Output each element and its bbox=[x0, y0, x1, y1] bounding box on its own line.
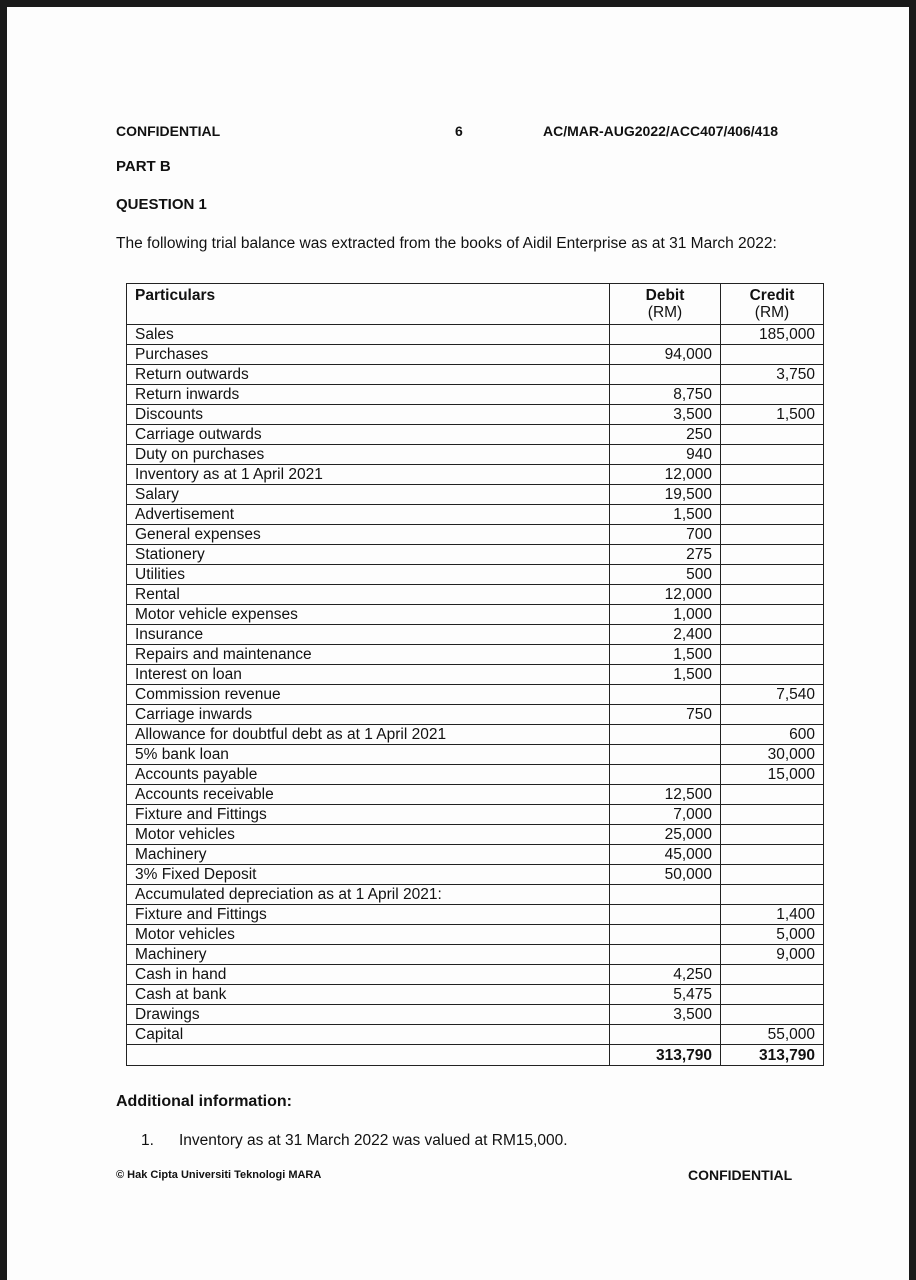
exam-page bbox=[7, 7, 909, 1280]
credit-cell bbox=[721, 965, 824, 985]
table-row bbox=[127, 905, 824, 925]
table-row bbox=[127, 365, 824, 385]
credit-cell bbox=[721, 445, 824, 465]
debit-cell bbox=[610, 725, 721, 745]
particulars-cell: Advertisement bbox=[127, 505, 610, 525]
debit-cell bbox=[610, 945, 721, 965]
credit-cell bbox=[721, 625, 824, 645]
particulars-cell: 3% Fixed Deposit bbox=[127, 865, 610, 885]
debit-cell: 275 bbox=[610, 545, 721, 565]
debit-cell: 700 bbox=[610, 525, 721, 545]
credit-cell: 600 bbox=[721, 725, 824, 745]
credit-cell bbox=[721, 785, 824, 805]
table-row bbox=[127, 705, 824, 725]
debit-cell bbox=[610, 1025, 721, 1045]
particulars-cell: Drawings bbox=[127, 1005, 610, 1025]
particulars-cell: Interest on loan bbox=[127, 665, 610, 685]
credit-label: Credit bbox=[749, 287, 795, 304]
table-row bbox=[127, 465, 824, 485]
particulars-cell: Rental bbox=[127, 585, 610, 605]
question-title: QUESTION 1 bbox=[116, 196, 207, 213]
particulars-cell: Stationery bbox=[127, 545, 610, 565]
table-row bbox=[127, 865, 824, 885]
debit-cell: 1,000 bbox=[610, 605, 721, 625]
credit-cell bbox=[721, 805, 824, 825]
credit-total: 313,790 bbox=[721, 1045, 824, 1066]
particulars-cell: Commission revenue bbox=[127, 685, 610, 705]
credit-unit: (RM) bbox=[754, 304, 790, 321]
particulars-cell: Duty on purchases bbox=[127, 445, 610, 465]
table-row bbox=[127, 685, 824, 705]
table-row bbox=[127, 625, 824, 645]
particulars-cell: Carriage inwards bbox=[127, 705, 610, 725]
debit-cell: 3,500 bbox=[610, 405, 721, 425]
particulars-cell: Fixture and Fittings bbox=[127, 805, 610, 825]
particulars-cell: Accounts payable bbox=[127, 765, 610, 785]
confidential-header: CONFIDENTIAL bbox=[116, 123, 221, 139]
confidential-footer: CONFIDENTIAL bbox=[688, 1167, 793, 1183]
debit-cell: 25,000 bbox=[610, 825, 721, 845]
table-row bbox=[127, 805, 824, 825]
debit-cell: 94,000 bbox=[610, 345, 721, 365]
particulars-header: Particulars bbox=[127, 284, 610, 325]
debit-cell: 12,500 bbox=[610, 785, 721, 805]
credit-cell bbox=[721, 985, 824, 1005]
particulars-cell: Accounts receivable bbox=[127, 785, 610, 805]
table-row bbox=[127, 405, 824, 425]
particulars-cell: Machinery bbox=[127, 945, 610, 965]
table-row bbox=[127, 485, 824, 505]
credit-cell bbox=[721, 565, 824, 585]
debit-cell: 1,500 bbox=[610, 645, 721, 665]
particulars-cell: Carriage outwards bbox=[127, 425, 610, 445]
table-body bbox=[127, 325, 824, 1066]
table-row bbox=[127, 585, 824, 605]
particulars-cell: Return outwards bbox=[127, 365, 610, 385]
credit-cell bbox=[721, 485, 824, 505]
question-intro: The following trial balance was extracted from the books of Aidil Enterprise as at 31 March 2022: bbox=[116, 235, 777, 252]
particulars-cell: Allowance for doubtful debt as at 1 April 2021 bbox=[127, 725, 610, 745]
additional-info-item bbox=[141, 1132, 568, 1150]
table-row bbox=[127, 665, 824, 685]
particulars-cell: Utilities bbox=[127, 565, 610, 585]
debit-cell bbox=[610, 325, 721, 345]
debit-cell: 500 bbox=[610, 565, 721, 585]
table-row bbox=[127, 565, 824, 585]
debit-header bbox=[610, 284, 721, 325]
particulars-cell: Inventory as at 1 April 2021 bbox=[127, 465, 610, 485]
credit-cell bbox=[721, 425, 824, 445]
item-text: Inventory as at 31 March 2022 was valued at RM15,000. bbox=[179, 1132, 568, 1149]
particulars-cell: Fixture and Fittings bbox=[127, 905, 610, 925]
credit-cell: 55,000 bbox=[721, 1025, 824, 1045]
credit-cell: 30,000 bbox=[721, 745, 824, 765]
debit-cell: 1,500 bbox=[610, 665, 721, 685]
particulars-cell: Cash in hand bbox=[127, 965, 610, 985]
table-row bbox=[127, 825, 824, 845]
debit-label: Debit bbox=[645, 287, 685, 304]
debit-cell: 1,500 bbox=[610, 505, 721, 525]
credit-cell bbox=[721, 545, 824, 565]
debit-cell: 8,750 bbox=[610, 385, 721, 405]
debit-cell: 940 bbox=[610, 445, 721, 465]
debit-cell: 250 bbox=[610, 425, 721, 445]
credit-cell bbox=[721, 705, 824, 725]
debit-cell bbox=[610, 685, 721, 705]
table-row bbox=[127, 1025, 824, 1045]
table-row bbox=[127, 845, 824, 865]
table-row bbox=[127, 885, 824, 905]
debit-cell: 4,250 bbox=[610, 965, 721, 985]
credit-cell bbox=[721, 865, 824, 885]
table-row bbox=[127, 385, 824, 405]
table-row bbox=[127, 345, 824, 365]
credit-cell bbox=[721, 585, 824, 605]
credit-cell bbox=[721, 885, 824, 905]
debit-total: 313,790 bbox=[610, 1045, 721, 1066]
item-number: 1. bbox=[141, 1132, 154, 1149]
credit-cell: 9,000 bbox=[721, 945, 824, 965]
debit-cell: 2,400 bbox=[610, 625, 721, 645]
page-number: 6 bbox=[455, 123, 463, 139]
table-row bbox=[127, 745, 824, 765]
credit-cell bbox=[721, 345, 824, 365]
debit-unit: (RM) bbox=[647, 304, 683, 321]
credit-header bbox=[721, 284, 824, 325]
total-row bbox=[127, 1045, 824, 1066]
debit-cell: 45,000 bbox=[610, 845, 721, 865]
debit-cell: 5,475 bbox=[610, 985, 721, 1005]
credit-cell bbox=[721, 385, 824, 405]
particulars-cell: 5% bank loan bbox=[127, 745, 610, 765]
table-row bbox=[127, 1005, 824, 1025]
debit-cell bbox=[610, 925, 721, 945]
debit-cell: 50,000 bbox=[610, 865, 721, 885]
particulars-cell: Motor vehicles bbox=[127, 925, 610, 945]
particulars-cell: Purchases bbox=[127, 345, 610, 365]
credit-cell bbox=[721, 605, 824, 625]
debit-cell bbox=[610, 765, 721, 785]
debit-cell bbox=[610, 745, 721, 765]
credit-cell bbox=[721, 825, 824, 845]
table-row bbox=[127, 425, 824, 445]
particulars-cell: Accumulated depreciation as at 1 April 2021: bbox=[127, 885, 610, 905]
particulars-cell: Discounts bbox=[127, 405, 610, 425]
table-row bbox=[127, 965, 824, 985]
credit-cell bbox=[721, 1005, 824, 1025]
table-row bbox=[127, 445, 824, 465]
table-row bbox=[127, 605, 824, 625]
credit-cell bbox=[721, 505, 824, 525]
table-row bbox=[127, 725, 824, 745]
particulars-cell: Motor vehicles bbox=[127, 825, 610, 845]
credit-cell: 15,000 bbox=[721, 765, 824, 785]
debit-cell: 3,500 bbox=[610, 1005, 721, 1025]
credit-cell bbox=[721, 525, 824, 545]
course-code: AC/MAR-AUG2022/ACC407/406/418 bbox=[543, 123, 778, 139]
table-row bbox=[127, 645, 824, 665]
table-row bbox=[127, 785, 824, 805]
table-row bbox=[127, 945, 824, 965]
table-row bbox=[127, 985, 824, 1005]
credit-cell bbox=[721, 665, 824, 685]
table-row bbox=[127, 325, 824, 345]
particulars-cell: Cash at bank bbox=[127, 985, 610, 1005]
debit-cell: 12,000 bbox=[610, 465, 721, 485]
credit-cell bbox=[721, 465, 824, 485]
debit-cell bbox=[610, 905, 721, 925]
table-header-row bbox=[127, 284, 824, 325]
additional-info-title: Additional information: bbox=[116, 1093, 292, 1110]
table-row bbox=[127, 525, 824, 545]
part-title: PART B bbox=[116, 158, 171, 175]
table-row bbox=[127, 505, 824, 525]
credit-cell bbox=[721, 645, 824, 665]
credit-cell bbox=[721, 845, 824, 865]
particulars-cell: Repairs and maintenance bbox=[127, 645, 610, 665]
particulars-cell: Capital bbox=[127, 1025, 610, 1045]
credit-cell: 1,400 bbox=[721, 905, 824, 925]
debit-cell: 750 bbox=[610, 705, 721, 725]
debit-cell: 19,500 bbox=[610, 485, 721, 505]
debit-cell bbox=[610, 365, 721, 385]
debit-cell bbox=[610, 885, 721, 905]
table-row bbox=[127, 925, 824, 945]
copyright-footer: © Hak Cipta Universiti Teknologi MARA bbox=[116, 1169, 322, 1181]
debit-cell: 7,000 bbox=[610, 805, 721, 825]
trial-balance-table bbox=[126, 283, 824, 1066]
particulars-cell: Salary bbox=[127, 485, 610, 505]
credit-cell: 5,000 bbox=[721, 925, 824, 945]
particulars-cell: Motor vehicle expenses bbox=[127, 605, 610, 625]
debit-cell: 12,000 bbox=[610, 585, 721, 605]
credit-cell: 7,540 bbox=[721, 685, 824, 705]
particulars-cell: Insurance bbox=[127, 625, 610, 645]
table-row bbox=[127, 545, 824, 565]
credit-cell: 1,500 bbox=[721, 405, 824, 425]
total-label-cell bbox=[127, 1045, 610, 1066]
credit-cell: 185,000 bbox=[721, 325, 824, 345]
table-row bbox=[127, 765, 824, 785]
particulars-cell: Return inwards bbox=[127, 385, 610, 405]
particulars-cell: General expenses bbox=[127, 525, 610, 545]
particulars-cell: Machinery bbox=[127, 845, 610, 865]
credit-cell: 3,750 bbox=[721, 365, 824, 385]
particulars-cell: Sales bbox=[127, 325, 610, 345]
